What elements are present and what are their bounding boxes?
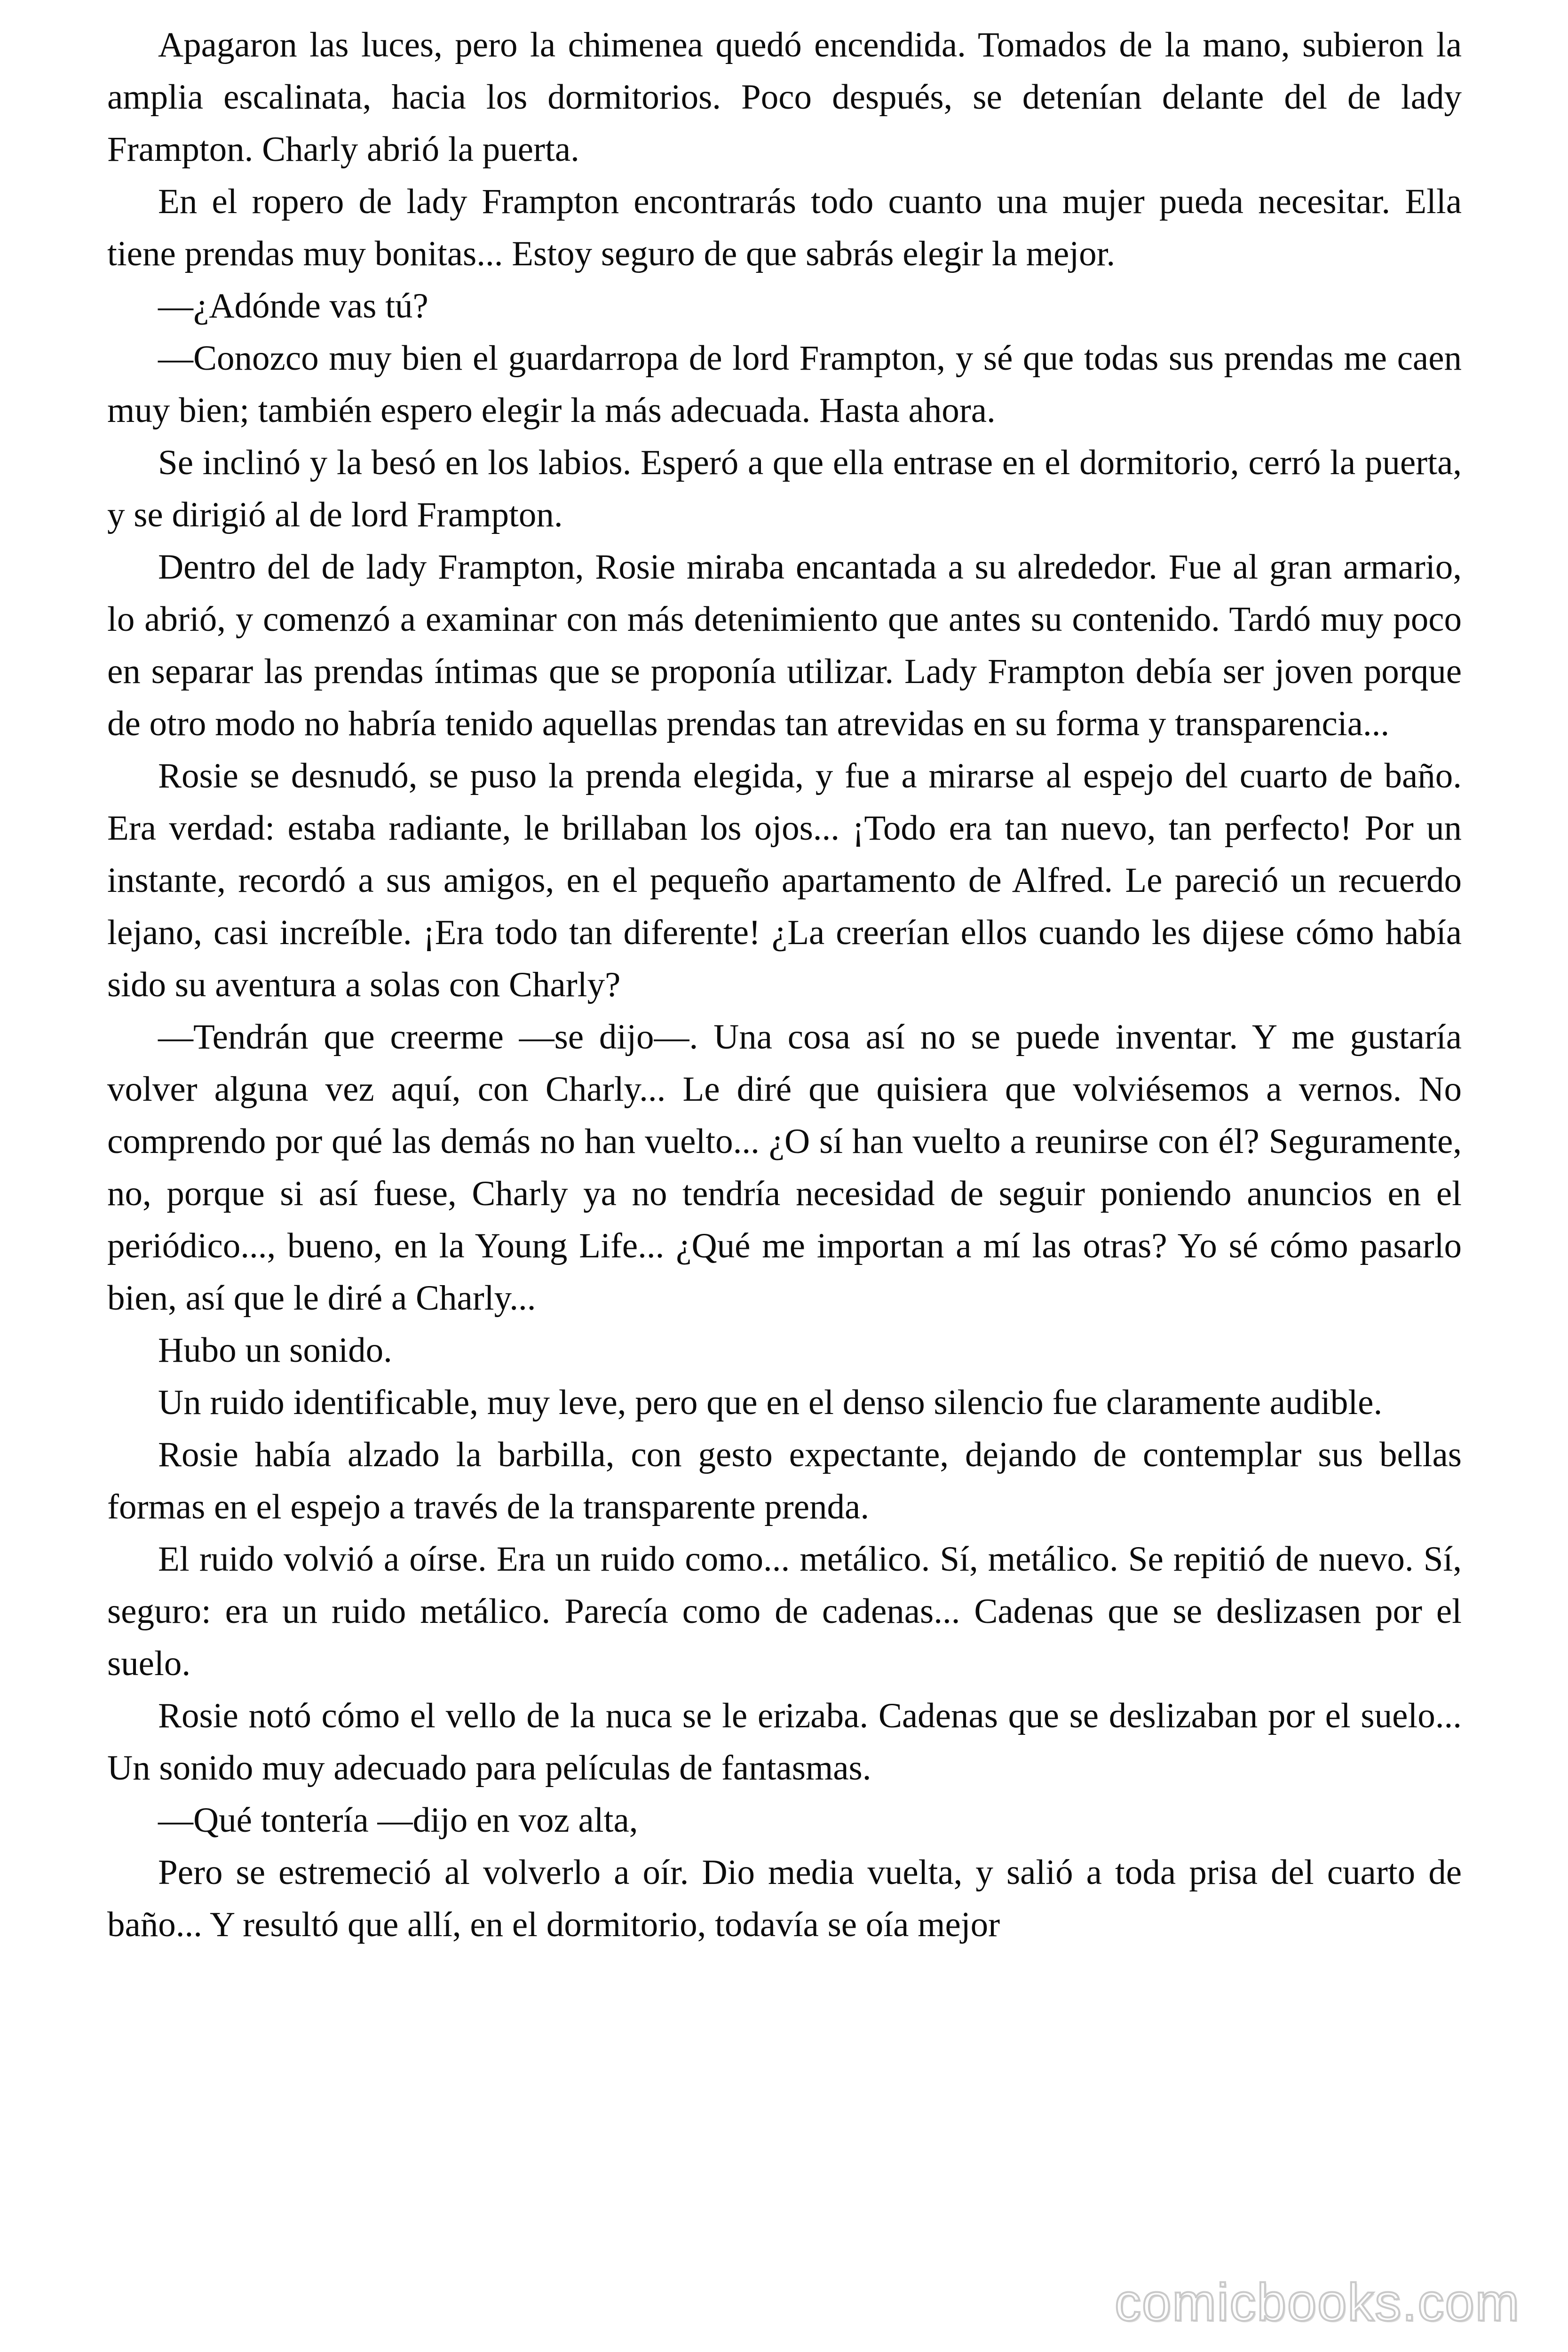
paragraph: Pero se estremeció al volverlo a oír. Dio media vuelta, y salió a toda prisa del cuarto de baño... Y resultó que allí, en el dormitorio, todavía se oía mejor (107, 1853, 1462, 1944)
paragraph: Rosie se desnudó, se puso la prenda elegida, y fue a mirarse al espejo del cuarto de baño. Era verdad: estaba radiante, le brillaban los ojos... ¡Todo era tan nuevo, tan perfecto! Por un instante, recordó a sus amigos, en el pequeño apartamento de Alfred. Le pareció un recuerdo lejano, casi increíble. ¡Era todo tan diferente! ¿La creerían ellos cuando les dijese cómo había sido su aventura a solas con Charly? (107, 756, 1462, 1004)
paragraph: Rosie notó cómo el vello de la nuca se le erizaba. Cadenas que se deslizaban por el suelo... Un sonido muy adecuado para películas de fantasmas. (107, 1696, 1462, 1788)
paragraph: —Tendrán que creerme —se dijo—. Una cosa así no se puede inventar. Y me gustaría volver alguna vez aquí, con Charly... Le diré que quisiera que volviésemos a vernos. No comprendo por qué las demás no han vuelto... ¿O sí han vuelto a reunirse con él? Seguramente, no, porque si así fuese, Charly ya no tendría necesidad de seguir poniendo anuncios en el periódico..., bueno, en la Young Life... ¿Qué me importan a mí las otras? Yo sé cómo pasarlo bien, así que le diré a Charly... (107, 1017, 1462, 1318)
paragraph: Un ruido identificable, muy leve, pero que en el denso silencio fue claramente audible. (158, 1383, 1383, 1422)
watermark: comicbooks.com (1114, 2273, 1520, 2332)
paragraph: Rosie había alzado la barbilla, con gesto expectante, dejando de contemplar sus bellas formas en el espejo a través de la transparente prenda. (107, 1435, 1462, 1526)
paragraph: —Conozco muy bien el guardarropa de lord Frampton, y sé que todas sus prendas me caen muy bien; también espero elegir la más adecuada. Hasta ahora. (107, 339, 1462, 430)
paragraph: —Qué tontería —dijo en voz alta, (158, 1801, 638, 1840)
paragraph: En el ropero de lady Frampton encontrarás todo cuanto una mujer pueda necesitar. Ella tiene prendas muy bonitas... Estoy seguro de que sabrás elegir la mejor. (107, 182, 1462, 273)
paragraph: Se inclinó y la besó en los labios. Esperó a que ella entrase en el dormitorio, cerró la puerta, y se dirigió al de lord Frampton. (107, 443, 1462, 534)
paragraph: El ruido volvió a oírse. Era un ruido como... metálico. Sí, metálico. Se repitió de nuevo. Sí, seguro: era un ruido metálico. Parecía como de cadenas... Cadenas que se deslizasen por el suelo. (107, 1540, 1462, 1683)
paragraph: Hubo un sonido. (158, 1331, 392, 1370)
paragraph: Dentro del de lady Frampton, Rosie miraba encantada a su alrededor. Fue al gran armario, lo abrió, y comenzó a examinar con más detenimiento que antes su contenido. Tardó muy poco en separar las prendas íntimas que se proponía utilizar. Lady Frampton debía ser joven porque de otro modo no habría tenido aquellas prendas tan atrevidas en su forma y transparencia... (107, 548, 1462, 743)
paragraph: Apagaron las luces, pero la chimenea quedó encendida. Tomados de la mano, subieron la amplia escalinata, hacia los dormitorios. Poco después, se detenían delante del de lady Frampton. Charly abrió la puerta. (107, 25, 1462, 169)
paragraph: —¿Adónde vas tú? (158, 286, 428, 326)
page-body (107, 19, 1462, 1951)
